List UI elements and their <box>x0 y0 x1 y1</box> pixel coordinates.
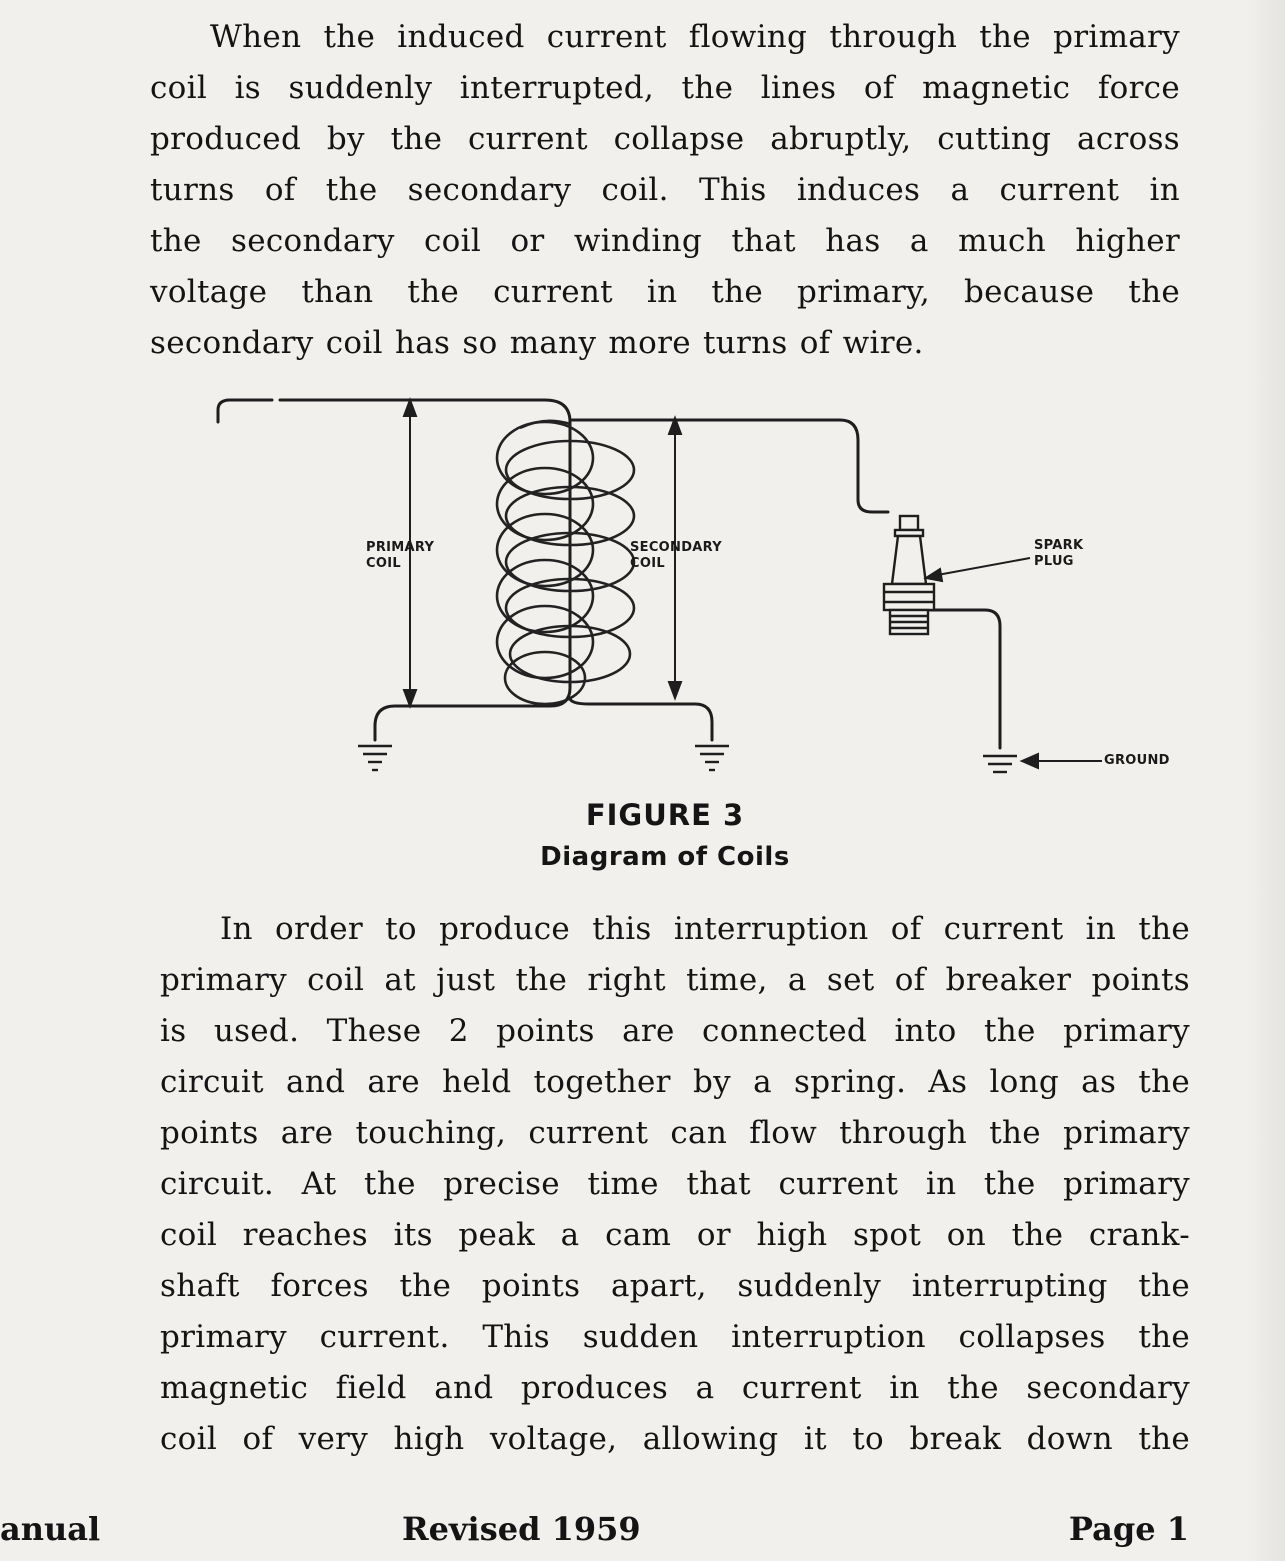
footer-revision: Revised 1959 <box>402 1510 641 1548</box>
footer-page-number: Page 1 <box>1068 1510 1189 1548</box>
text-line: circuit and are held together by a spring. As long as the <box>160 1064 1190 1100</box>
text-line: In order to produce this interruption of current in the <box>220 911 1190 947</box>
text-line: secondary coil has so many more turns of wire. <box>150 325 924 361</box>
figure-number: FIGURE 3 <box>585 798 745 832</box>
primary-coil-label: PRIMARY COIL <box>366 540 435 571</box>
footer-manual-title: anual <box>0 1510 101 1548</box>
text-line: coil of very high voltage, allowing it to break down the <box>160 1421 1190 1457</box>
ground-symbols <box>358 746 1017 772</box>
spark-plug-label: SPARK PLUG <box>1034 538 1084 569</box>
text-line: primary coil at just the right time, a set of breaker points <box>160 962 1190 998</box>
text-line: circuit. At the precise time that current in the primary <box>160 1166 1190 1202</box>
text-line: is used. These 2 points are connected into the primary <box>160 1013 1190 1049</box>
ground-label: GROUND <box>1104 753 1170 768</box>
text-line: primary current. This sudden interruption collapses the <box>160 1319 1190 1355</box>
page-edge-shadow <box>1245 0 1285 1561</box>
text-line: When the induced current flowing through the primary <box>210 19 1180 55</box>
spark-plug-icon <box>884 516 934 634</box>
text-line: produced by the current collapse abruptly, cutting across <box>150 121 1180 157</box>
paragraph-bottom <box>160 904 1190 1465</box>
coil-windings <box>497 421 634 704</box>
secondary-circuit-wire <box>570 420 888 512</box>
text-line: the secondary coil or winding that has a much higher <box>150 223 1180 259</box>
text-line: magnetic field and produces a current in the secondary <box>160 1370 1190 1406</box>
paragraph-top <box>150 12 1180 369</box>
coil-diagram <box>150 388 1190 788</box>
text-line: shaft forces the points apart, suddenly interrupting the <box>160 1268 1190 1304</box>
text-line: turns of the secondary coil. This induces a current in <box>150 172 1180 208</box>
coil-diagram-drawing <box>150 388 1190 788</box>
figure-caption: Diagram of Coils <box>540 842 790 872</box>
text-line: coil is suddenly interrupted, the lines of magnetic force <box>150 70 1180 106</box>
text-line: coil reaches its peak a cam or high spot on the crank- <box>160 1217 1190 1253</box>
secondary-coil-label: SECONDARY COIL <box>630 540 722 571</box>
text-line: voltage than the current in the primary, because the <box>150 274 1180 310</box>
text-line: points are touching, current can flow through the primary <box>160 1115 1190 1151</box>
